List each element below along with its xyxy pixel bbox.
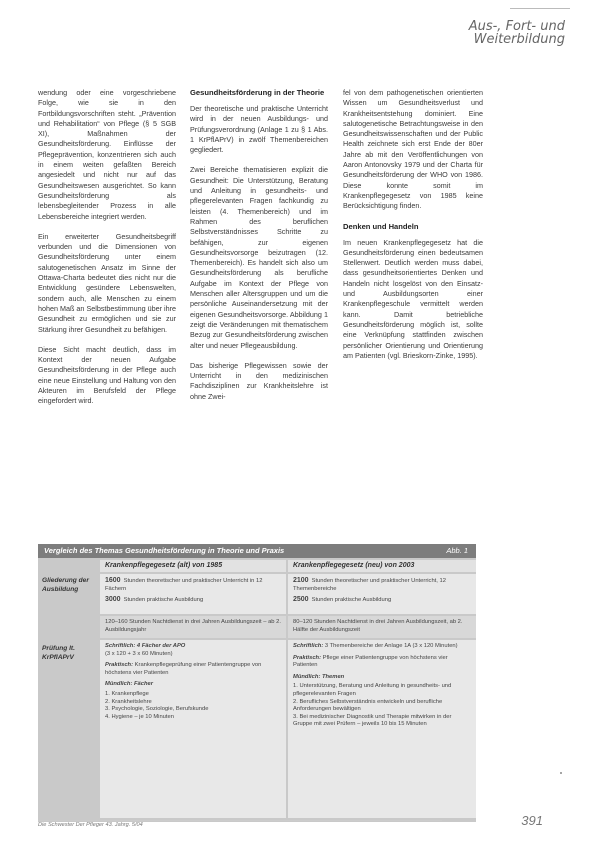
decorative-dot [560,772,562,774]
oral-item: 1. Krankenpflege [105,690,149,697]
hours-number: 2100 [293,577,309,584]
row-label-exam: Prüfung lt. KrPflAPrV [42,645,75,661]
oral-item: 3. Psychologie, Soziologie, Berufskunde [105,706,209,713]
figure-number: Abb. 1 [446,546,468,555]
hours-text: Stunden theoretischer und praktischer Unterricht in 12 Fächern [105,578,263,592]
cell-new-hours [288,574,476,614]
paragraph: wendung oder eine vorgeschriebene Folge, wie sie in den Fortbildungsvorschriften steht. „Prävention und Rehabilitation“ von Pflege (§ 5 SGB XI), Maßnahmen der Gesundheitsförderung. Einflüsse der Pflegeprävention, konzentrieren sich auch in einem weiten gefaßten Bereich angesiedelt und nicht nur auf das Gesundheitswesen ausgerichtet. So kann Gesundheitsförderung als lebensbegleitender Prozess in alle Lebensbereiche integriert werden. [38,88,176,221]
oral-item: 2. Krankheitslehre [105,698,152,705]
paragraph: Diese Sicht macht deutlich, dass im Kontext der neuen Aufgabe Gesundheitsförderung in der Pflege auch eine neue Einstellung und Haltung von den Akteuren im Berufsfeld der Pflege eingefordert wird. [38,344,176,406]
hours-text: Stunden praktische Ausbildung [123,597,204,604]
top-rule [510,8,570,9]
journal-citation: Die Schwester Der Pfleger 43. Jahrg. 5/04 [38,822,143,828]
paragraph: Im neuen Krankenpflegegesetz hat die Gesundheitsförderung einen bedeutsamen Stellenwert. Deutlich werden muss dabei, dass gesundheitsorientiertes Denken und Handeln nicht losgelöst von den Einsatz- und Ausbildungsorten einer Krankenpflegeschule vermittelt werden kann. Damit betriebliche Gesundheitsförderung möglich ist, sollte eine Verknüpfung stattfinden zwischen persönlicher Orientierung und Orientierung am Patienten (vgl. Brieskorn-Zinke, 1995). [343,237,483,360]
paragraph: Das bisherige Pflegewissen sowie der Unterricht in den medizinischen Fachdisziplinen zur Krankheitslehre ist ohne Zwei- [190,360,328,401]
hours-number: 2500 [293,596,309,604]
hours-number: 1600 [105,577,121,584]
oral-item: 1. Unterstützung, Beratung und Anleitung in gesundheits- und pflegerelevanten Fragen [293,683,452,697]
oral-item: 2. Berufliches Selbstverständnis entwickeln und berufliche Anforderungen bewältigen [293,698,443,713]
cell-old-exam [100,640,286,818]
paragraph: Der theoretische und praktische Unterricht wird in der neuen Ausbildungs- und Prüfungsverordnung (Anlage 1 zu § 1 Abs. 1 KrPflAPrV) in zwölf Themenbereichen gegliedert. [190,104,328,155]
paragraph: Zwei Bereiche thematisieren explizit die Gesundheit: Die Unterstützung, Beratung und Anleitung in gesundheits- und pflegerelevanten Fragen fachkundig zu leisten (4. Themenbereich) und im Rahmen des beruflichen Selbstverständnisses Schritte zu befähigen, zur eigenen Gesundheitsvorsorge beizutragen (12. Themenbereich). Es handelt sich also um Gesundheitsförderung als berufliche Aufgabe im Kontext der Pflege von Menschen aller Altersgruppen und um die persönliche Auseinandersetzung mit der eigenen Gesundheitsvorsorge. Abbildung 1 zeigt die Veränderungen mit thematischem Bezug zur Gesundheitsförderung zwischen alter und neuer Pflegeausbildung. [190,165,328,350]
exam-detail: (3 x 120 + 3 x 60 Minuten) [105,650,173,657]
footer-rule [38,820,442,821]
table-title-bar [38,544,476,558]
oral-title: Mündlich: Themen [293,673,345,680]
practical-detail: Krankenpflegeprüfung einer Patientengruppe von höchstens vier Patienten [105,662,262,676]
cell-new-nightshift: 80–120 Stunden Nachtdienst in drei Jahren Ausbildungszeit, ab 2. Hälfte der Ausbildungszeit [288,616,476,638]
cell-old-nightshift: 120–160 Stunden Nachtdienst in drei Jahren Ausbildungszeit – ab 2. Ausbildungsjahr [100,616,286,638]
hours-number: 3000 [105,596,121,604]
hours-text: Stunden praktische Ausbildung [311,597,392,604]
text-column-2 [190,88,328,412]
practical-title: Praktisch: [105,662,134,669]
oral-item: 3. Bei medizinischer Diagnostik und Therapie mitwirken in der Gruppe mit zwei Prüfern – jeweils 10 bis 15 Minuten [293,713,452,728]
section-heading: Aus-, Fort- und Weiterbildung [468,19,565,47]
exam-title: Schriftlich: [293,643,324,649]
subheading: Denken und Handeln [343,221,419,231]
exam-title: Schriftlich: 4 Fächer der APO [105,643,186,649]
row-label-structure: Gliederung der Ausbildung [42,577,89,593]
paragraph: fel von dem pathogenetischen orientierten Wissen um Gesundheitsverlust und Krankheitsentstehung dominiert. Eine salutogenetische Betrachtungsweise in den Gesundheitswissenschaften und der Public Health zeichnete sich erst Ende der 80er Jahre ab mit den Veröffentlichungen von Aaron Antonovsky 1979 und der Charta für Gesundheitsförderung der WHO von 1986. Diese konnte somit im Krankenpflegegesetz von 1985 keine Berücksichtigung finden. [343,88,483,211]
column-header-new: Krankenpflegegesetz (neu) von 2003 [288,560,476,572]
column-header-old: Krankenpflegegesetz (alt) von 1985 [100,560,286,572]
oral-item: 4. Hygiene – je 10 Minuten [105,713,174,720]
subheading: Gesundheitsförderung in der Theorie [190,88,325,97]
page-number: 391 [521,813,543,828]
practical-detail: Pflege einer Patientengruppe von höchstens vier Patienten [293,654,448,669]
comparison-table [38,544,476,822]
text-column-1 [38,88,176,417]
exam-detail: 3 Themenbereiche der Anlage 1A (3 x 120 Minuten) [324,643,458,649]
paragraph: Ein erweiterter Gesundheitsbegriff verbunden und die Dimensionen von Gesundheitsförderung unter einem salutogenetischen Ansatz im Sinne der Ottawa-Charta bedeutet dies nicht nur die Entwicklung gesündere Lebenswelten, sondern auch, alle Menschen zu einem hohen Maß an Selbstbestimmung über ihre Gesundheit zu ermöglichen und sie zur Stärkung ihrer Gesundheit zu befähigen. [38,231,176,334]
table-title: Vergleich des Themas Gesundheitsförderung in Theorie und Praxis [44,546,285,555]
hours-text: Stunden theoretischer und praktischer Unterricht, 12 Themenbereiche [293,578,446,592]
cell-old-hours [100,574,286,614]
practical-title: Praktisch: [293,654,322,661]
text-column-3 [343,88,483,371]
oral-title: Mündlich: Fächer [105,681,153,688]
cell-new-exam [288,640,476,818]
